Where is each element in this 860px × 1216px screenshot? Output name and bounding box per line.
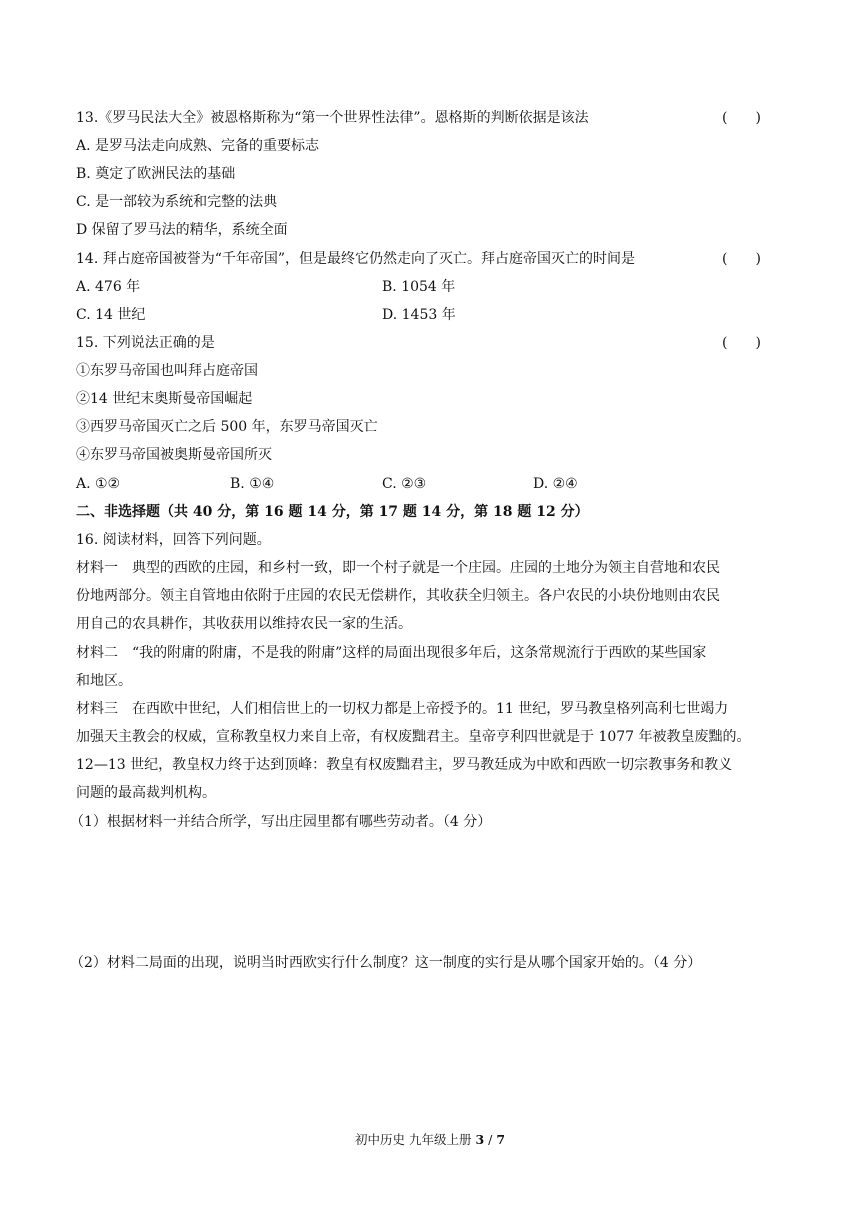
q15-statement-1: ①东罗马帝国也叫拜占庭帝国 — [76, 363, 258, 379]
q16-material2-line2: 和地区。 — [76, 673, 132, 689]
q14-stem: 14. 拜占庭帝国被誉为“千年帝国”，但是最终它仍然走向了灭亡。拜占庭帝国灭亡的时间是 — [76, 251, 636, 267]
q13-option-b: B. 奠定了欧洲民法的基础 — [76, 166, 236, 182]
q15-option-b: B. ①④ — [230, 476, 275, 492]
q15-stem: 15. 下列说法正确的是 — [76, 335, 215, 351]
section-2-title: 二、非选择题（共 40 分，第 16 题 14 分，第 17 题 14 分，第 18 题 12 分） — [76, 504, 589, 520]
q13-stem: 13.《罗马民法大全》被恩格斯称为“第一个世界性法律”。恩格斯的判断依据是该法 — [76, 110, 589, 126]
q14-option-d: D. 1453 年 — [382, 307, 456, 323]
q16-material3-line4: 问题的最高裁判机构。 — [76, 785, 216, 801]
q16-material2-line1: 材料二 “我的附庸的附庸，不是我的附庸”这样的局面出现很多年后，这条常规流行于西欧的某些国家 — [76, 645, 707, 661]
page-footer — [0, 1130, 860, 1150]
q14-option-b: B. 1054 年 — [382, 279, 456, 295]
q15-statement-4: ④东罗马帝国被奥斯曼帝国所灭 — [76, 447, 272, 463]
q14-option-a: A. 476 年 — [76, 279, 141, 295]
q16-subquestion-1: （1）根据材料一并结合所学，写出庄园里都有哪些劳动者。（4 分） — [70, 814, 492, 830]
footer-page-total: 7 — [496, 1132, 506, 1147]
q13-answer-paren: ( ) — [722, 110, 761, 126]
q16-subquestion-2: （2）材料二局面的出现，说明当时西欧实行什么制度？这一制度的实行是从哪个国家开始的。（4 分） — [70, 955, 702, 971]
q15-option-d: D. ②④ — [533, 476, 578, 492]
q16-stem: 16. 阅读材料，回答下列问题。 — [76, 532, 271, 548]
q16-material3-line2: 加强天主教会的权威，宣称教皇权力来自上帝，有权废黜君主。皇帝亨利四世就是于 1077 年被教皇废黜的。 — [76, 729, 751, 745]
footer-subject: 初中历史 九年级上册 — [354, 1132, 476, 1147]
q15-statement-3: ③西罗马帝国灭亡之后 500 年，东罗马帝国灭亡 — [76, 419, 378, 435]
q16-material1-line3: 用自己的农具耕作，其收获用以维持农民一家的生活。 — [76, 616, 412, 632]
q15-option-c: C. ②③ — [382, 476, 427, 492]
q13-option-d: D 保留了罗马法的精华，系统全面 — [76, 222, 288, 238]
q14-answer-paren: ( ) — [722, 251, 761, 267]
q16-material1-line2: 份地两部分。领主自管地由依附于庄园的农民无偿耕作，其收获全归领主。各户农民的小块份地则由农民 — [76, 588, 720, 604]
q15-option-a: A. ①② — [76, 476, 121, 492]
footer-separator: / — [484, 1132, 497, 1147]
q15-answer-paren: ( ) — [722, 335, 761, 351]
q15-statement-2: ②14 世纪末奥斯曼帝国崛起 — [76, 391, 253, 407]
q16-material3-line3: 12—13 世纪，教皇权力终于达到顶峰：教皇有权废黜君主，罗马教廷成为中欧和西欧一切宗教事务和教义 — [76, 757, 733, 773]
q16-material3-line1: 材料三 在西欧中世纪，人们相信世上的一切权力都是上帝授予的。11 世纪，罗马教皇格列高利七世竭力 — [76, 701, 729, 717]
footer-page-number: 3 — [475, 1132, 485, 1147]
q16-material1-line1: 材料一 典型的西欧的庄园，和乡村一致，即一个村子就是一个庄园。庄园的土地分为领主自营地和农民 — [76, 560, 720, 576]
q13-option-c: C. 是一部较为系统和完整的法典 — [76, 194, 278, 210]
q14-option-c: C. 14 世纪 — [76, 307, 146, 323]
q13-option-a: A. 是罗马法走向成熟、完备的重要标志 — [76, 138, 320, 154]
